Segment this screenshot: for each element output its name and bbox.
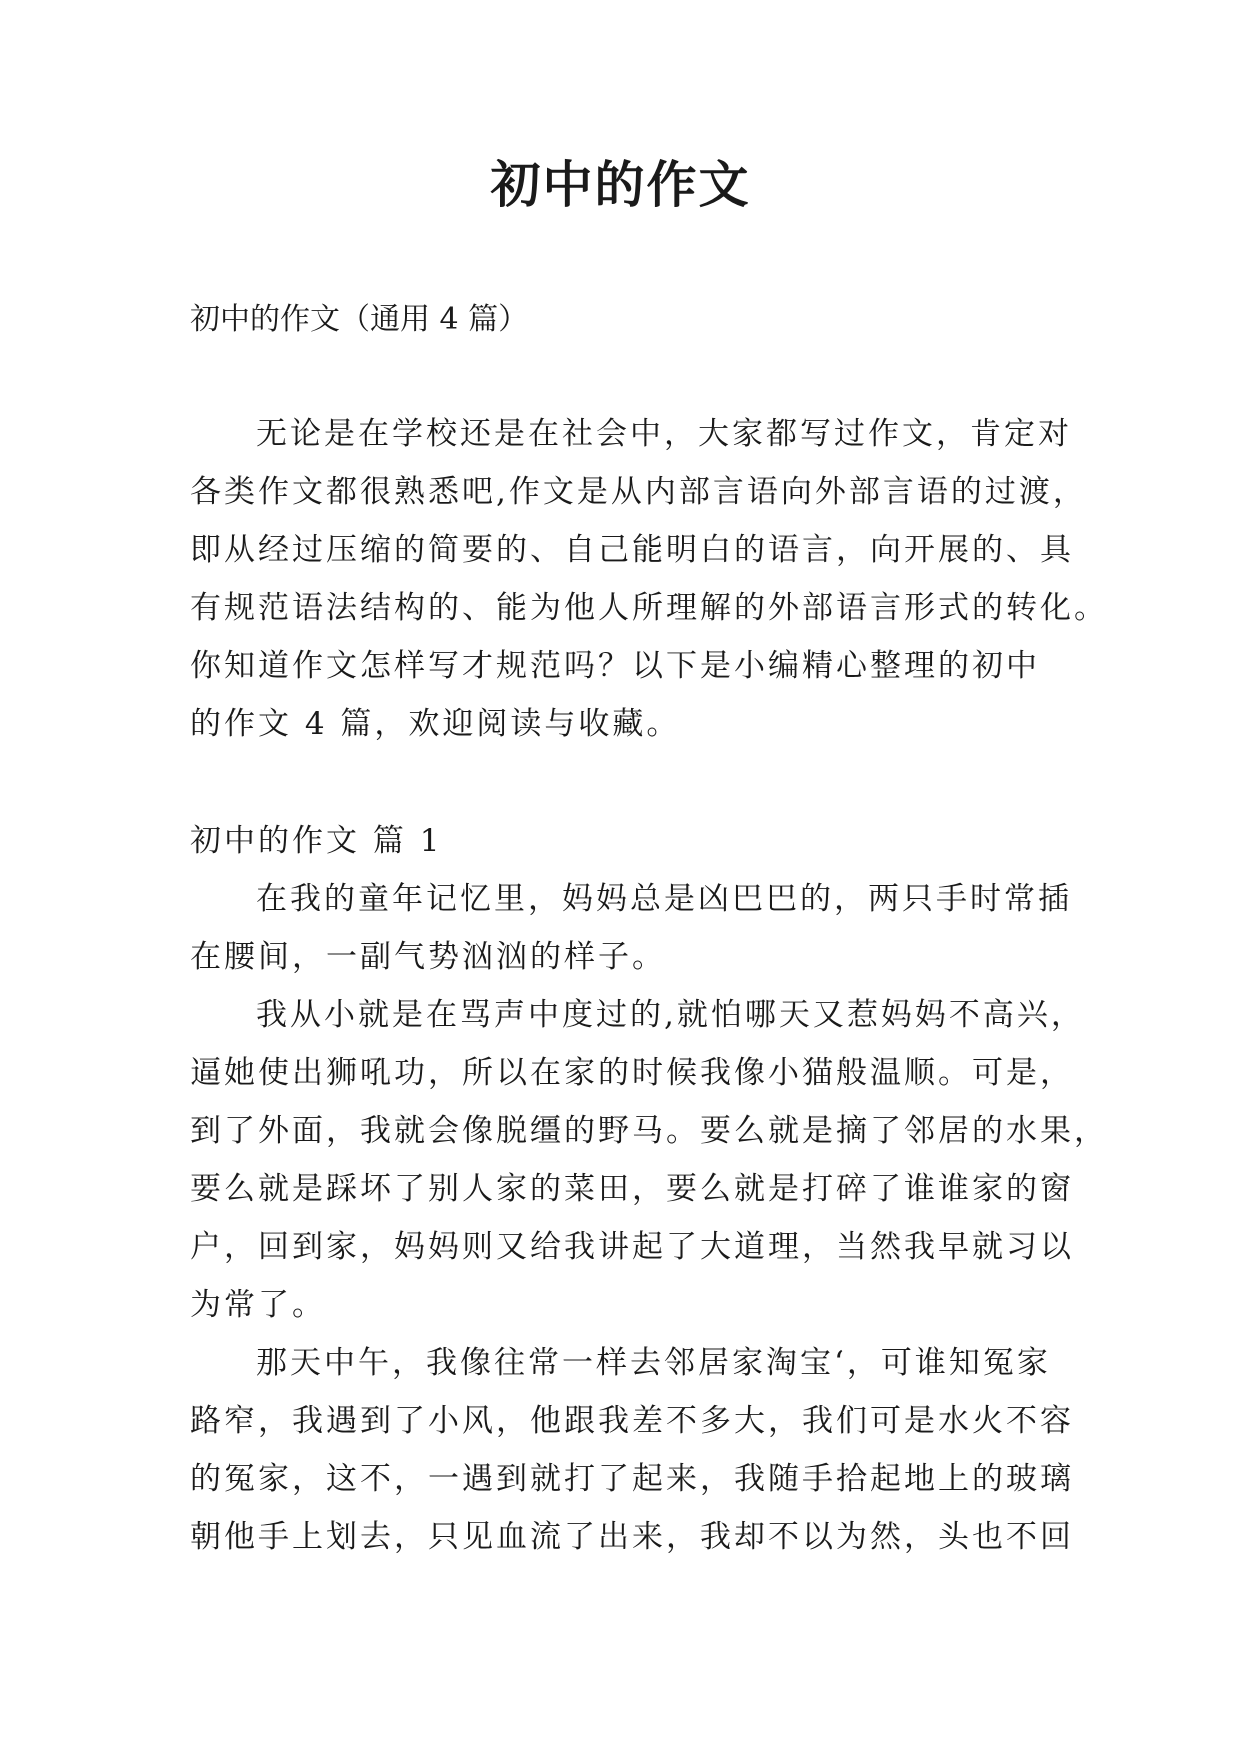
text-line: 有规范语法结构的、能为他人所理解的外部语言形式的转化。 bbox=[190, 590, 1108, 626]
intro-paragraph-block bbox=[190, 405, 1108, 753]
text-line: 即从经过压缩的简要的、自己能明白的语言，向开展的、具 bbox=[190, 532, 1074, 568]
document-title: 初中的作文 bbox=[490, 155, 751, 214]
text-line: 户，回到家，妈妈则又给我讲起了大道理，当然我早就习以 bbox=[190, 1229, 1074, 1265]
text-line: 我从小就是在骂声中度过的,就怕哪天又惹妈妈不高兴， bbox=[256, 997, 1085, 1033]
essay-paragraph bbox=[190, 1334, 1074, 1566]
text-line: 的冤家，这不，一遇到就打了起来，我随手拾起地上的玻璃 bbox=[190, 1461, 1074, 1497]
text-line: 各类作文都很熟悉吧,作文是从内部言语向外部言语的过渡， bbox=[190, 474, 1087, 510]
text-line: 朝他手上划去，只见血流了出来，我却不以为然，头也不回 bbox=[190, 1519, 1074, 1555]
intro-paragraph bbox=[190, 405, 1108, 753]
essay-paragraph bbox=[190, 986, 1108, 1334]
text-line: 那天中午，我像往常一样去邻居家淘宝‘，可谁知冤家 bbox=[256, 1345, 1051, 1381]
text-line: 的作文 4 篇，欢迎阅读与收藏。 bbox=[190, 706, 681, 742]
text-line: 逼她使出狮吼功，所以在家的时候我像小猫般温顺。可是， bbox=[190, 1055, 1074, 1091]
text-line: 你知道作文怎样写才规范吗？以下是小编精心整理的初中 bbox=[190, 648, 1040, 684]
text-line: 在腰间，一副气势汹汹的样子。 bbox=[190, 939, 666, 975]
section-heading-text: 初中的作文 篇 1 bbox=[190, 823, 443, 859]
text-line: 在我的童年记忆里，妈妈总是凶巴巴的，两只手时常插 bbox=[256, 881, 1072, 917]
essay-paragraph bbox=[190, 870, 1070, 986]
text-line: 为常了。 bbox=[190, 1287, 326, 1323]
text-line: 无论是在学校还是在社会中，大家都写过作文，肯定对 bbox=[256, 416, 1072, 452]
document-subtitle: 初中的作文（通用 4 篇） bbox=[190, 302, 529, 337]
text-line: 要么就是踩坏了别人家的菜田，要么就是打碎了谁谁家的窗 bbox=[190, 1171, 1074, 1207]
text-line: 到了外面，我就会像脱缰的野马。要么就是摘了邻居的水果， bbox=[190, 1113, 1108, 1149]
text-line: 路窄，我遇到了小风，他跟我差不多大，我们可是水火不容 bbox=[190, 1403, 1074, 1439]
essay-section-1 bbox=[190, 812, 1108, 1566]
section-heading bbox=[190, 812, 1070, 870]
